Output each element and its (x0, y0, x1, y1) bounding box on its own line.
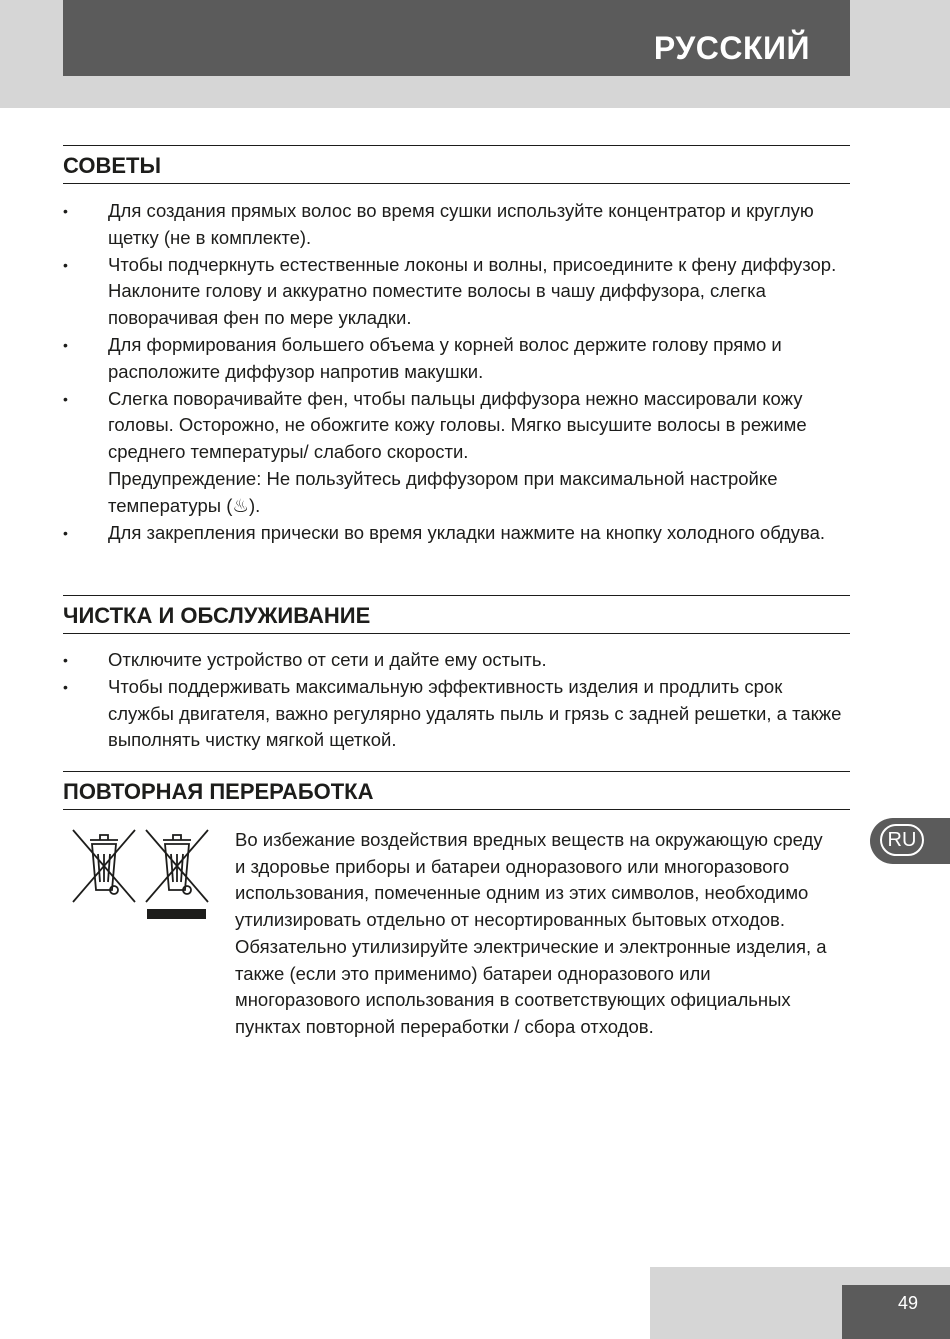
section-heading-tips (63, 145, 850, 184)
page-number: 49 (842, 1285, 950, 1339)
recycling-text: Во избежание воздействия вредных веществ на окружающую среду и здоровье приборы и батареи одноразового или многоразового использования, помеченные одним из этих символов, необходимо утилизировать отдельно от несортированных бытовых отходов. Обязательно утилизируйте электрические и электронные изделия, а также (если это применимо) батареи одноразового или многоразового использования в соответствующих официальных пунктах повторной переработки / сбора отходов. (235, 829, 827, 1037)
weee-bin-icons (70, 828, 212, 923)
list-item: • Чтобы подчеркнуть естественные локоны и волны, присоедините к фену диффузор. Наклоните голову и аккуратно поместите волосы в чашу диффузора, слегка поворачивая фен по мере укладки. (63, 252, 850, 332)
section-heading-recycling (63, 771, 850, 810)
language-title: РУССКИЙ (63, 0, 850, 76)
section-heading-cleaning (63, 595, 850, 634)
list-item: • Для формирования большего объема у корней волос держите голову прямо и расположите диффузор напротив макушки. (63, 332, 850, 386)
tips-list (63, 198, 850, 546)
list-item: • Чтобы поддерживать максимальную эффективность изделия и продлить срок службы двигателя, важно регулярно удалять пыль и грязь с задней решетки, а также выполнять чистку мягкой щеткой. (63, 674, 850, 754)
section-title: СОВЕТЫ (63, 153, 161, 178)
cleaning-list (63, 647, 850, 754)
black-bar-symbol (147, 909, 206, 919)
list-item: • Для закрепления прически во время укладки нажмите на кнопку холодного обдува. (63, 520, 850, 547)
ru-badge: RU (880, 824, 924, 856)
section-title: ЧИСТКА И ОБСЛУЖИВАНИЕ (63, 603, 371, 628)
list-item: • Для создания прямых волос во время сушки используйте концентратор и круглую щетку (не в комплекте). (63, 198, 850, 252)
list-item: • Отключите устройство от сети и дайте ему остыть. (63, 647, 850, 674)
section-title: ПОВТОРНАЯ ПЕРЕРАБОТКА (63, 779, 374, 804)
warning-note: Предупреждение: Не пользуйтесь диффузором при максимальной настройке температуры (♨). (108, 467, 778, 516)
language-tab (870, 818, 950, 864)
crossed-bin-battery-icon (146, 830, 208, 902)
crossed-bin-icon (73, 830, 135, 902)
list-item: • Слегка поворачивайте фен, чтобы пальцы диффузора нежно массировали кожу головы. Осторожно, не обожгите кожу головы. Мягко высушите волосы в режиме среднего температуры/ слабого скорости. Предупреждение: Не пользуйтесь диффузором при максимальной настройке температуры (♨). (63, 386, 850, 520)
